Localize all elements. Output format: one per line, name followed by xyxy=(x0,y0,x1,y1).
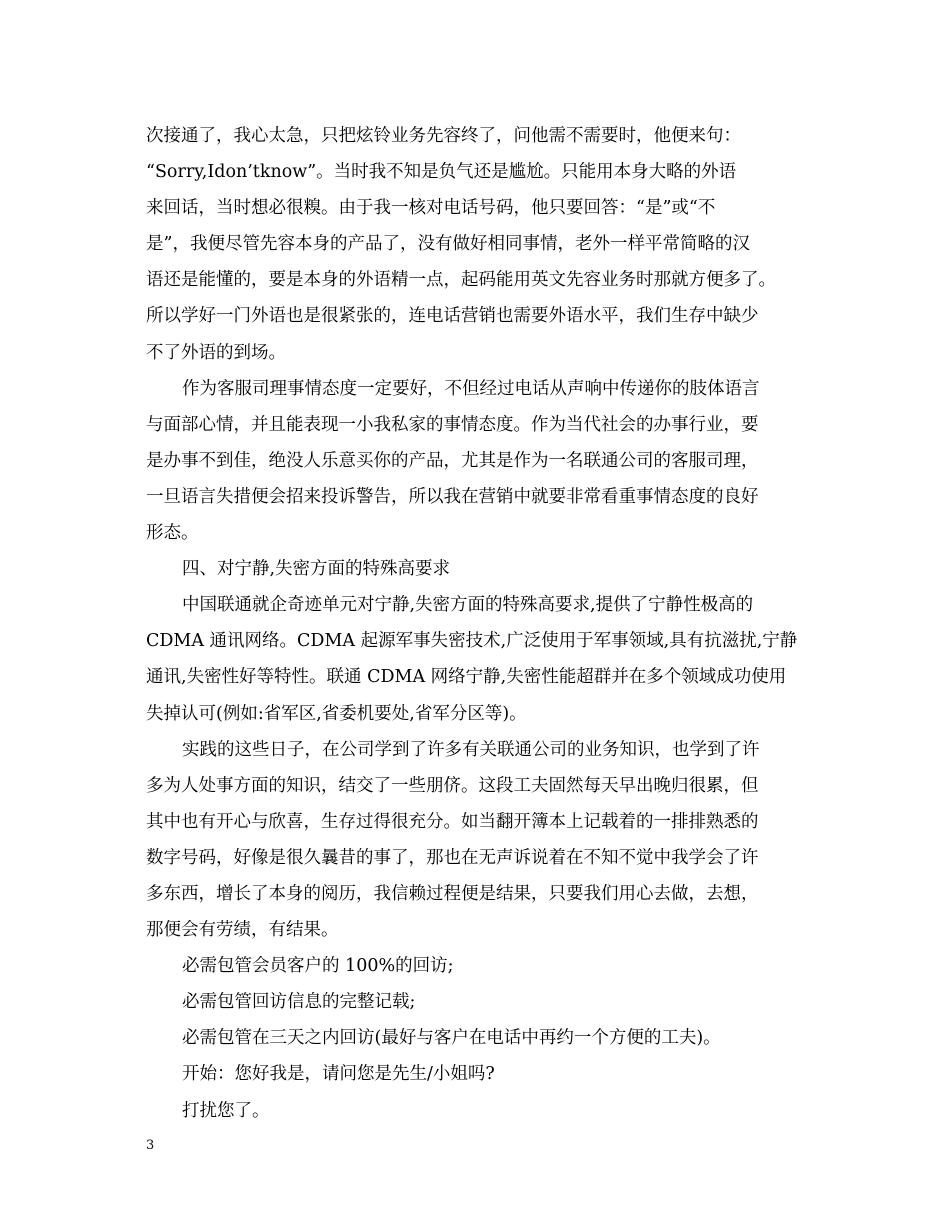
text-line: 必需包管会员客户的 100%的回访; xyxy=(182,956,454,977)
text-line: 语还是能懂的，要是本身的外语精一点，起码能用英文先容业务时那就方便多了。 xyxy=(146,270,776,291)
text-line: 多为人处事方面的知识，结交了一些朋侪。这段工夫固然每天早出晚归很累，但 xyxy=(146,775,759,796)
text-line: 必需包管回访信息的完整记载; xyxy=(182,992,416,1013)
text-line: 次接通了，我心太急，只把炫铃业务先容终了，问他需不需要时，他便来句： xyxy=(146,126,741,146)
text-line: 多东西，增长了本身的阅历，我信赖过程便是结果，只要我们用心去做，去想， xyxy=(146,883,759,904)
text-line: “Sorry,Idon’tknow”。当时我不知是负气还是尴尬。只能用本身大略的外语 xyxy=(146,162,737,183)
text-line: 其中也有开心与欣喜，生存过得很充分。如当翻开簿本上记载着的一排排熟悉的 xyxy=(146,811,759,832)
text-line: 那便会有劳绩，有结果。 xyxy=(146,920,339,941)
text-line: CDMA 通讯网络。CDMA 起源军事失密技术,广泛使用于军事领域,具有抗滋扰,宁静 xyxy=(146,631,798,652)
paragraph xyxy=(146,587,816,731)
paragraph xyxy=(146,118,816,371)
text-line: 作为客服司理事情态度一定要好，不但经过电话从声响中传递你的肢体语言 xyxy=(182,378,760,399)
text-line: 打扰您了。 xyxy=(182,1100,270,1121)
text-line: 来回话，当时想必很糗。由于我一核对电话号码，他只要回答：“是”或“不 xyxy=(146,198,716,219)
paragraph xyxy=(146,948,816,984)
text-line: 是”，我便尽管先容本身的产品了，没有做好相同事情，老外一样平常简略的汉 xyxy=(146,234,750,255)
paragraph xyxy=(146,371,816,551)
text-line: 必需包管在三天之内回访(最好与客户在电话中再约一个方便的工夫)。 xyxy=(182,1028,721,1049)
text-line: 失掉认可(例如:省军区,省委机要处,省军分区等)。 xyxy=(146,703,527,724)
text-line: 不了外语的到场。 xyxy=(146,342,286,363)
paragraph xyxy=(146,1056,816,1092)
text-line: 实践的这些日子，在公司学到了许多有关联通公司的业务知识，也学到了许 xyxy=(182,739,760,760)
page-number: 3 xyxy=(146,1138,155,1153)
document-body xyxy=(146,118,816,1129)
text-line: 一旦语言失措便会招来投诉警告，所以我在营销中就要非常看重事情态度的良好 xyxy=(146,486,759,507)
paragraph xyxy=(146,551,816,587)
text-line: 四、对宁静,失密方面的特殊高要求 xyxy=(182,559,451,580)
text-line: 开始：您好我是，请问您是先生/小姐吗? xyxy=(182,1064,495,1085)
paragraph xyxy=(146,1020,816,1056)
text-line: 数字号码，好像是很久曩昔的事了，那也在无声诉说着在不知不觉中我学会了许 xyxy=(146,847,759,868)
text-line: 所以学好一门外语也是很紧张的，连电话营销也需要外语水平，我们生存中缺少 xyxy=(146,306,759,327)
paragraph xyxy=(146,984,816,1020)
text-line: 是办事不到佳，绝没人乐意买你的产品，尤其是作为一名联通公司的客服司理， xyxy=(146,450,759,471)
text-line: 通讯,失密性好等特性。联通 CDMA 网络宁静,失密性能超群并在多个领域成功使用 xyxy=(146,667,787,688)
text-line: 中国联通就企奇迹单元对宁静,失密方面的特殊高要求,提供了宁静性极高的 xyxy=(182,595,754,616)
text-line: 形态。 xyxy=(146,523,199,544)
paragraph xyxy=(146,732,816,949)
paragraph xyxy=(146,1093,816,1129)
text-line: 与面部心情，并且能表现一小我私家的事情态度。作为当代社会的办事行业，要 xyxy=(146,414,759,435)
